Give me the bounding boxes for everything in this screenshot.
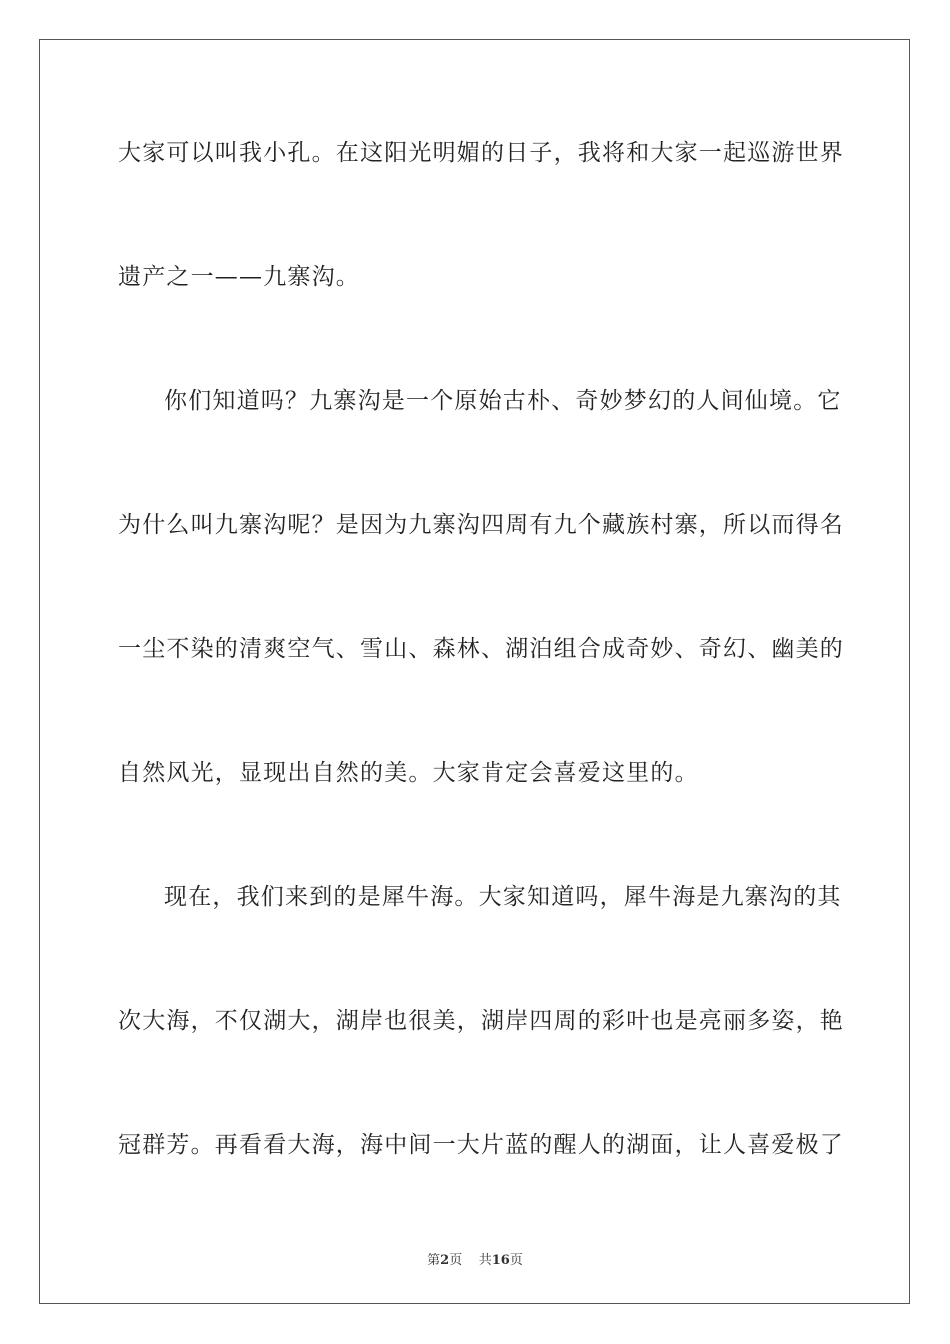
text-line-6: 自然风光，显现出自然的美。大家肯定会喜爱这里的。 <box>118 760 699 786</box>
page-border <box>39 39 910 1304</box>
footer-total-suffix: 页 <box>509 1253 523 1268</box>
text-line-7: 现在，我们来到的是犀牛海。大家知道吗，犀牛海是九寨沟的其 <box>164 884 842 910</box>
text-line-1: 大家可以叫我小孔。在这阳光明媚的日子，我将和大家一起巡游世界 <box>118 140 844 166</box>
text-line-2: 遗产之一——九寨沟。 <box>118 264 360 290</box>
footer-page-number: 2 <box>440 1253 450 1268</box>
footer-page-suffix: 页 <box>449 1253 463 1268</box>
text-line-8: 次大海，不仅湖大，湖岸也很美，湖岸四周的彩叶也是亮丽多姿，艳 <box>118 1008 844 1034</box>
text-line-5: 一尘不染的清爽空气、雪山、森林、湖泊组合成奇妙、奇幻、幽美的 <box>118 636 844 662</box>
footer-page-prefix: 第 <box>427 1253 441 1268</box>
page-footer <box>0 1249 950 1268</box>
text-line-3: 你们知道吗？九寨沟是一个原始古朴、奇妙梦幻的人间仙境。它 <box>164 388 842 414</box>
footer-total-prefix: 共 <box>478 1253 492 1268</box>
text-line-9: 冠群芳。再看看大海，海中间一大片蓝的醒人的湖面，让人喜爱极了 <box>118 1132 844 1158</box>
text-line-4: 为什么叫九寨沟呢？是因为九寨沟四周有九个藏族村寨，所以而得名 <box>118 512 844 538</box>
footer-total-pages: 16 <box>491 1253 510 1268</box>
